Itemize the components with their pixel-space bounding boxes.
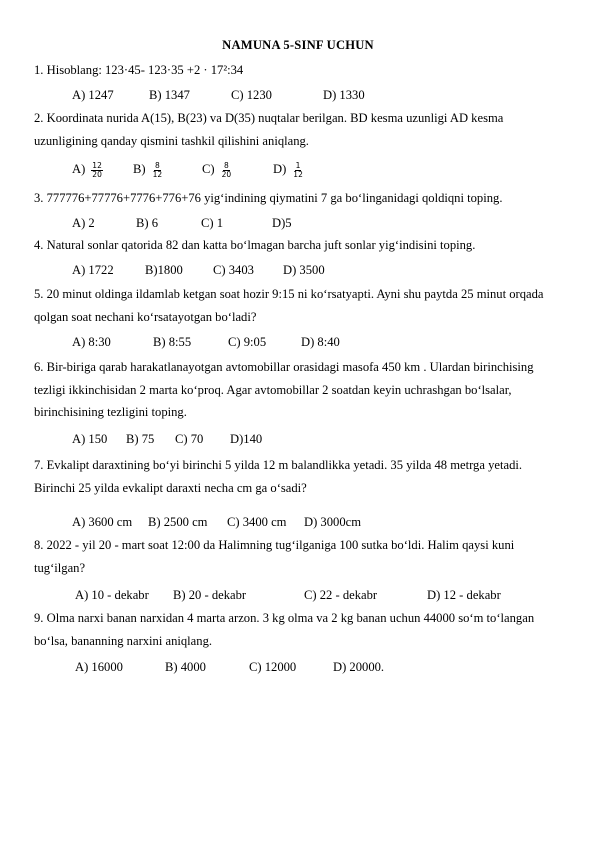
question-3: 3. 777776+77776+7776+776+76 yig‘indining qiymatini 7 ga bo‘linganidagi qoldiqni toping. — [34, 191, 503, 205]
option-b: B) 75 — [126, 432, 155, 446]
option-c: C) 22 - dekabr — [304, 588, 378, 602]
option-d: D) 20000. — [333, 660, 385, 674]
option-a: A) 16000 — [75, 660, 123, 674]
option-a: A) 2 — [72, 216, 95, 230]
question-2: 2. Koordinata nurida A(15), B(23) va D(35) nuqtalar berilgan. BD kesma uzunligi AD kesma uzunligining qanday qismini tashkil qilishini aniqlang. — [34, 111, 504, 148]
fraction: $\frac{8}{20}$ — [221, 160, 232, 179]
fraction: $\frac{12}{20}$ — [92, 160, 102, 179]
page-title: NAMUNA 5-SINF UCHUN — [222, 38, 374, 52]
option-b: B) 8:55 — [153, 335, 192, 349]
option-c: C) 3400 cm — [227, 515, 287, 529]
question-7: 7. Evkalipt daraxtining bo‘yi birinchi 5 yilda 12 m balandlikka yetadi. 35 yilda 48 metrga yetadi. Birinchi 25 yilda evkalipt daraxti necha cm ga o‘sadi? — [34, 458, 523, 495]
option-b: B)1800 — [145, 263, 183, 277]
option-d: D)140 — [230, 432, 263, 446]
option-d: D)5 — [272, 216, 292, 230]
option-d: D) 12 - dekabr — [427, 588, 501, 602]
question-9: 9. Olma narxi banan narxidan 4 marta arzon. 3 kg olma va 2 kg banan uchun 44000 so‘m to‘langan bo‘lsa, bananning narxini aniqlang. — [34, 611, 535, 648]
option-b: B) 6 — [136, 216, 159, 230]
option-b: B) $\frac{8}{12}$ — [133, 160, 163, 179]
option-d: D) 3000cm — [304, 515, 362, 529]
option-c: C) 1 — [201, 216, 224, 230]
fraction: $\frac{1}{12}$ — [293, 160, 303, 179]
option-d: D) 1330 — [323, 88, 365, 102]
option-a: A) $\frac{12}{20}$ — [72, 160, 102, 179]
option-a: A) 150 — [72, 432, 108, 446]
option-c: C) 1230 — [231, 88, 272, 102]
option-c: C) 70 — [175, 432, 204, 446]
option-c: C) 12000 — [249, 660, 297, 674]
question-5: 5. 20 minut oldinga ildamlab ketgan soat hozir 9:15 ni ko‘rsatyapti. Ayni shu paytda 25 minut orqada qolgan soat nechani ko‘rsatayotgan bo‘ladi? — [34, 287, 544, 324]
option-d: D) $\frac{1}{12}$ — [273, 160, 303, 179]
question-1: 1. Hisoblang: 123·45- 123·35 +2 · 17²:34 — [34, 63, 244, 77]
option-b: B) 1347 — [149, 88, 190, 102]
option-b: B) 4000 — [165, 660, 206, 674]
fraction: $\frac{8}{12}$ — [152, 160, 163, 179]
option-a: A) 1722 — [72, 263, 114, 277]
option-a: A) 1247 — [72, 88, 114, 102]
option-b: B) 20 - dekabr — [173, 588, 247, 602]
option-d: D) 3500 — [283, 263, 325, 277]
option-c: C) 9:05 — [228, 335, 267, 349]
option-c: C) $\frac{8}{20}$ — [202, 160, 232, 179]
option-a: A) 10 - dekabr — [75, 588, 149, 602]
question-4: 4. Natural sonlar qatorida 82 dan katta bo‘lmagan barcha juft sonlar yig‘indisini toping. — [34, 238, 476, 252]
option-a: A) 8:30 — [72, 335, 111, 349]
option-d: D) 8:40 — [301, 335, 340, 349]
question-6: 6. Bir-biriga qarab harakatlanayotgan avtomobillar orasidagi masofa 450 km . Ulardan birinchising tezligi ikkinchisidan 2 marta ko‘proq. Agar avtomobillar 2 soatdan keyin uchrashgan bo‘lsalar, birinchisining tezligini toping. — [34, 360, 534, 419]
question-8: 8. 2022 - yil 20 - mart soat 12:00 da Halimning tug‘ilganiga 100 sutka bo‘ldi. Halim qaysi kuni tug‘ilgan? — [34, 538, 515, 575]
option-a: A) 3600 cm — [72, 515, 133, 529]
option-b: B) 2500 cm — [148, 515, 208, 529]
option-c: C) 3403 — [213, 263, 254, 277]
